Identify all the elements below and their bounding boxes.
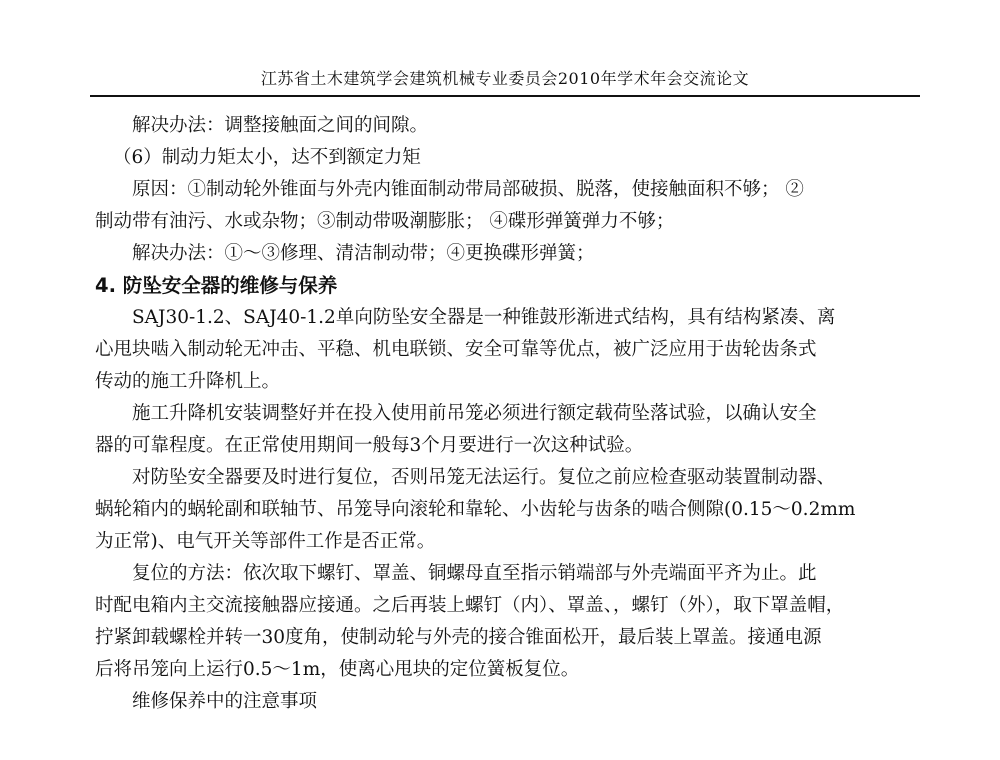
paragraph-line: 维修保养中的注意事项 xyxy=(132,691,318,712)
paragraph-line: 器的可靠程度。在正常使用期间一般每3个月要进行一次这种试验。 xyxy=(95,435,644,456)
paragraph-line: 传动的施工升降机上。 xyxy=(95,371,281,392)
paragraph-line: SAJ30-1.2、SAJ40-1.2单向防坠安全器是一种锥鼓形渐进式结构，具有结构紧凑、离 xyxy=(132,307,836,328)
text-line: 解决办法：①～③修理、清洁制动带；④更换碟形弹簧； xyxy=(132,243,595,264)
paragraph-line: 拧紧卸载螺栓并转一30度角，使制动轮与外壳的接合锥面松开，最后装上罩盖。接通电源 xyxy=(95,627,822,648)
running-header: 江苏省土木建筑学会建筑机械专业委员会2010年学术年会交流论文 xyxy=(260,69,750,88)
paragraph-line: 时配电箱内主交流接触器应接通。之后再装上螺钉（内）、罩盖、，螺钉（外），取下罩盖帽， xyxy=(95,595,845,616)
paragraph-line: 施工升降机安装调整好并在投入使用前吊笼必须进行额定载荷坠落试验，以确认安全 xyxy=(132,403,817,424)
paragraph-line: 蜗轮箱内的蜗轮副和联轴节、吊笼导向滚轮和靠轮、小齿轮与齿条的啮合侧隙(0.15～0.2mm xyxy=(95,499,856,520)
list-item-heading: （6）制动力矩太小，达不到额定力矩 xyxy=(113,147,421,168)
paragraph-line: 对防坠安全器要及时进行复位，否则吊笼无法运行。复位之前应检查驱动装置制动器、 xyxy=(132,467,836,488)
document-body xyxy=(95,110,925,718)
text-line: 原因：①制动轮外锥面与外壳内锥面制动带局部破损、脱落，使接触面积不够； ② xyxy=(132,179,804,200)
paragraph-line: 后将吊笼向上运行0.5～1m，使离心甩块的定位簧板复位。 xyxy=(95,659,580,680)
paragraph-line: 为正常)、电气开关等部件工作是否正常。 xyxy=(95,531,436,552)
text-line: 制动带有油污、水或杂物；③制动带吸潮膨胀； ④碟形弹簧弹力不够； xyxy=(95,211,675,232)
section-heading: 4. 防坠安全器的维修与保养 xyxy=(95,274,338,297)
paragraph-line: 心甩块啮入制动轮无冲击、平稳、机电联锁、安全可靠等优点，被广泛应用于齿轮齿条式 xyxy=(95,339,817,360)
paragraph-line: 复位的方法：依次取下螺钉、罩盖、铜螺母直至指示销端部与外壳端面平齐为止。此 xyxy=(132,563,817,584)
text-line: 解决办法：调整接触面之间的间隙。 xyxy=(132,115,429,136)
header-divider xyxy=(90,95,920,97)
